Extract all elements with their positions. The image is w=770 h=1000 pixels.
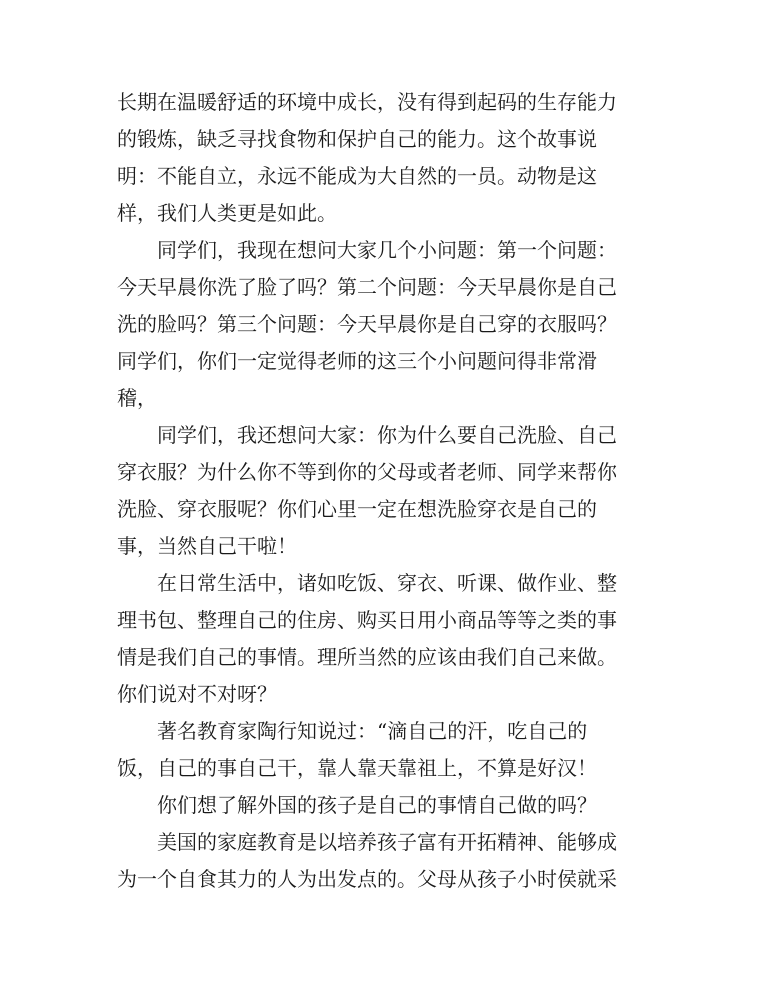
text-line: 样，我们人类更是如此。 <box>117 201 337 225</box>
text-line: 今天早晨你洗了脸了吗？第二个问题：今天早晨你是自己 <box>117 275 617 299</box>
text-line: 理书包、整理自己的住房、购买日用小商品等等之类的事 <box>117 608 617 632</box>
text-line: 你们说对不对呀？ <box>117 682 277 706</box>
text-line: 在日常生活中，诸如吃饭、穿衣、听课、做作业、整 <box>157 571 617 595</box>
text-line: 洗脸、穿衣服呢？你们心里一定在想洗脸穿衣是自己的 <box>117 497 597 521</box>
text-line: 事，当然自己干啦！ <box>117 534 297 558</box>
text-line: 饭，自己的事自己干，靠人靠天靠祖上，不算是好汉！ <box>117 756 597 780</box>
text-line: 同学们，我现在想问大家几个小问题：第一个问题： <box>157 238 617 262</box>
text-line: 明：不能自立，永远不能成为大自然的一员。动物是这 <box>117 164 597 188</box>
text-line: 的锻炼，缺乏寻找食物和保护自己的能力。这个故事说 <box>117 127 597 151</box>
text-line: 美国的家庭教育是以培养孩子富有开拓精神、能够成 <box>157 830 617 854</box>
text-line: 为一个自食其力的人为出发点的。父母从孩子小时侯就采 <box>117 867 617 891</box>
text-line: 长期在温暖舒适的环境中成长，没有得到起码的生存能力 <box>117 90 617 114</box>
text-line: 稽， <box>117 386 157 410</box>
text-line: 同学们，你们一定觉得老师的这三个小问题问得非常滑 <box>117 349 597 373</box>
text-line: 著名教育家陶行知说过：“滴自己的汗，吃自己的 <box>157 719 588 743</box>
text-line: 你们想了解外国的孩子是自己的事情自己做的吗？ <box>157 793 597 817</box>
text-line: 穿衣服？为什么你不等到你的父母或者老师、同学来帮你 <box>117 460 617 484</box>
body-text <box>117 84 657 898</box>
text-line: 同学们，我还想问大家：你为什么要自己洗脸、自己 <box>157 423 617 447</box>
text-line: 洗的脸吗？第三个问题：今天早晨你是自己穿的衣服吗？ <box>117 312 617 336</box>
text-line: 情是我们自己的事情。理所当然的应该由我们自己来做。 <box>117 645 617 669</box>
